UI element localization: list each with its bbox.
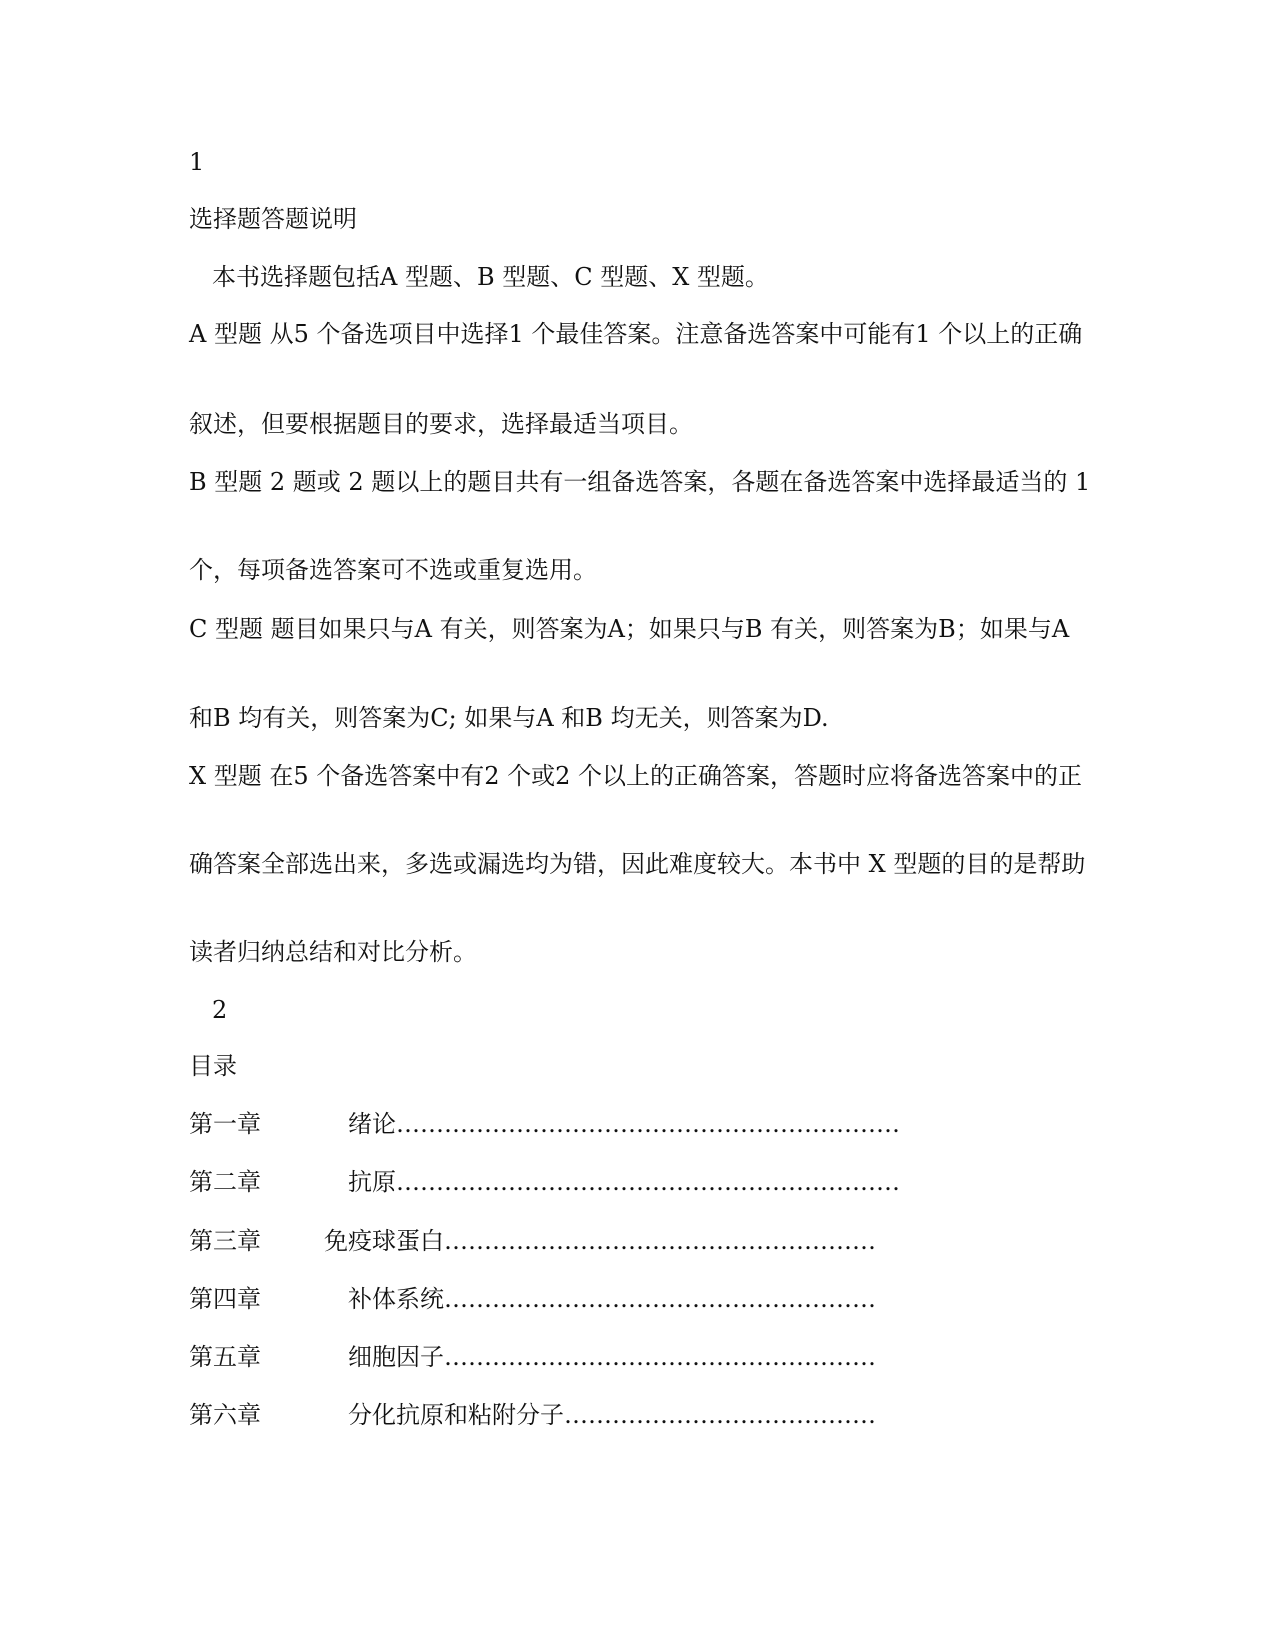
- toc-dots: ………………………………………………: [444, 1227, 876, 1255]
- c-type-continuation: 和B 均有关，则答案为C; 如果与A 和B 均无关，则答案为D.: [189, 704, 829, 732]
- toc-row: [189, 1399, 1089, 1431]
- toc-title: 免疫球蛋白: [324, 1227, 444, 1255]
- toc-dots: …………………………………: [564, 1401, 876, 1429]
- toc-title: 细胞因子: [348, 1343, 444, 1371]
- b-type-continuation: 个，每项备选答案可不选或重复选用。: [189, 556, 597, 584]
- section-heading: 选择题答题说明: [189, 205, 357, 233]
- toc-row: [189, 1283, 1089, 1315]
- toc-row: [189, 1108, 1089, 1140]
- toc-row: [189, 1166, 1089, 1198]
- toc-chapter: 第二章: [189, 1168, 261, 1196]
- page-number-1: 1: [189, 148, 205, 176]
- toc-dots: ………………………………………………: [444, 1285, 876, 1313]
- toc-row: [189, 1225, 1089, 1257]
- x-type-paragraph: X 型题 在5 个备选答案中有2 个或2 个以上的正确答案，答题时应将备选答案中的正: [189, 762, 1083, 790]
- a-type-continuation: 叙述，但要根据题目的要求，选择最适当项目。: [189, 410, 693, 438]
- x-type-closing: 读者归纳总结和对比分析。: [189, 938, 477, 966]
- x-type-continuation: 确答案全部选出来，多选或漏选均为错，因此难度较大。本书中 X 型题的目的是帮助: [189, 850, 1086, 878]
- toc-title: 分化抗原和粘附分子: [348, 1401, 564, 1429]
- toc-heading: 目录: [189, 1052, 237, 1080]
- toc-title: 抗原: [348, 1168, 396, 1196]
- toc-chapter: 第五章: [189, 1343, 261, 1371]
- toc-chapter: 第四章: [189, 1285, 261, 1313]
- intro-paragraph: 本书选择题包括A 型题、B 型题、C 型题、X 型题。: [212, 263, 769, 291]
- toc-chapter: 第一章: [189, 1110, 261, 1138]
- toc-chapter: 第三章: [189, 1227, 261, 1255]
- a-type-paragraph: A 型题 从5 个备选项目中选择1 个最佳答案。注意备选答案中可能有1 个以上的正确: [189, 320, 1083, 348]
- toc-title: 绪论: [348, 1110, 396, 1138]
- toc-dots: ………………………………………………: [444, 1343, 876, 1371]
- toc-dots: ………………………………………………………: [396, 1110, 900, 1138]
- page-number-2: 2: [212, 996, 228, 1024]
- toc-title: 补体系统: [348, 1285, 444, 1313]
- toc-row: [189, 1341, 1089, 1373]
- b-type-paragraph: B 型题 2 题或 2 题以上的题目共有一组备选答案，各题在备选答案中选择最适当的 1: [189, 468, 1091, 496]
- toc-chapter: 第六章: [189, 1401, 261, 1429]
- toc-dots: ………………………………………………………: [396, 1168, 900, 1196]
- c-type-paragraph: C 型题 题目如果只与A 有关，则答案为A；如果只与B 有关，则答案为B；如果与A: [189, 615, 1070, 643]
